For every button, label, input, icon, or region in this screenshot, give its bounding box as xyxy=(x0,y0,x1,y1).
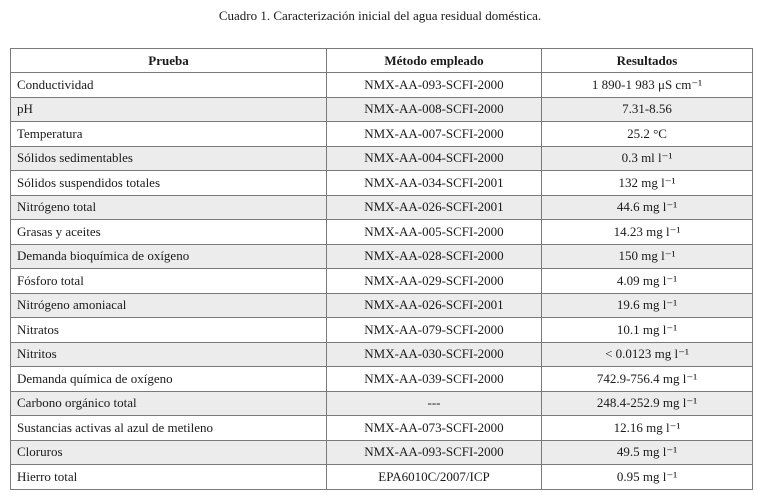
test-cell: Demanda química de oxígeno xyxy=(11,367,327,392)
test-cell: Nitrógeno total xyxy=(11,195,327,220)
table-row xyxy=(11,318,753,343)
method-cell: NMX-AA-004-SCFI-2000 xyxy=(327,146,542,171)
table-row xyxy=(11,269,753,294)
test-cell: Demanda bioquímica de oxígeno xyxy=(11,244,327,269)
result-cell: 14.23 mg l⁻¹ xyxy=(542,220,753,245)
test-cell: Nitratos xyxy=(11,318,327,343)
table-row xyxy=(11,440,753,465)
test-cell: Sólidos sedimentables xyxy=(11,146,327,171)
table-row xyxy=(11,244,753,269)
test-cell: pH xyxy=(11,97,327,122)
result-cell: 7.31-8.56 xyxy=(542,97,753,122)
method-cell: NMX-AA-073-SCFI-2000 xyxy=(327,416,542,441)
result-cell: 25.2 °C xyxy=(542,122,753,147)
table-row xyxy=(11,342,753,367)
result-cell: 12.16 mg l⁻¹ xyxy=(542,416,753,441)
table-row xyxy=(11,171,753,196)
test-cell: Nitrógeno amoniacal xyxy=(11,293,327,318)
method-cell: NMX-AA-026-SCFI-2001 xyxy=(327,195,542,220)
result-cell: 19.6 mg l⁻¹ xyxy=(542,293,753,318)
table-row xyxy=(11,293,753,318)
method-cell: NMX-AA-039-SCFI-2000 xyxy=(327,367,542,392)
method-cell: NMX-AA-030-SCFI-2000 xyxy=(327,342,542,367)
test-cell: Sustancias activas al azul de metileno xyxy=(11,416,327,441)
test-cell: Nitritos xyxy=(11,342,327,367)
method-cell: --- xyxy=(327,391,542,416)
test-cell: Hierro total xyxy=(11,465,327,490)
table-row xyxy=(11,220,753,245)
result-cell: 1 890-1 983 μS cm⁻¹ xyxy=(542,73,753,98)
result-cell: 4.09 mg l⁻¹ xyxy=(542,269,753,294)
method-cell: NMX-AA-079-SCFI-2000 xyxy=(327,318,542,343)
table-row xyxy=(11,146,753,171)
result-cell: < 0.0123 mg l⁻¹ xyxy=(542,342,753,367)
table-header-row xyxy=(11,49,753,73)
characterization-table xyxy=(10,48,753,490)
result-cell: 150 mg l⁻¹ xyxy=(542,244,753,269)
method-cell: NMX-AA-093-SCFI-2000 xyxy=(327,73,542,98)
test-cell: Sólidos suspendidos totales xyxy=(11,171,327,196)
column-header-test: Prueba xyxy=(11,49,327,73)
method-cell: NMX-AA-029-SCFI-2000 xyxy=(327,269,542,294)
method-cell: EPA6010C/2007/ICP xyxy=(327,465,542,490)
test-cell: Temperatura xyxy=(11,122,327,147)
method-cell: NMX-AA-008-SCFI-2000 xyxy=(327,97,542,122)
result-cell: 44.6 mg l⁻¹ xyxy=(542,195,753,220)
result-cell: 248.4-252.9 mg l⁻¹ xyxy=(542,391,753,416)
method-cell: NMX-AA-026-SCFI-2001 xyxy=(327,293,542,318)
table-row xyxy=(11,391,753,416)
result-cell: 10.1 mg l⁻¹ xyxy=(542,318,753,343)
table-row xyxy=(11,195,753,220)
test-cell: Conductividad xyxy=(11,73,327,98)
method-cell: NMX-AA-005-SCFI-2000 xyxy=(327,220,542,245)
result-cell: 742.9-756.4 mg l⁻¹ xyxy=(542,367,753,392)
method-cell: NMX-AA-007-SCFI-2000 xyxy=(327,122,542,147)
result-cell: 132 mg l⁻¹ xyxy=(542,171,753,196)
method-cell: NMX-AA-093-SCFI-2000 xyxy=(327,440,542,465)
table-caption: Cuadro 1. Caracterización inicial del agua residual doméstica. xyxy=(218,8,542,23)
result-cell: 49.5 mg l⁻¹ xyxy=(542,440,753,465)
result-cell: 0.3 ml l⁻¹ xyxy=(542,146,753,171)
test-cell: Carbono orgánico total xyxy=(11,391,327,416)
result-cell: 0.95 mg l⁻¹ xyxy=(542,465,753,490)
test-cell: Cloruros xyxy=(11,440,327,465)
test-cell: Fósforo total xyxy=(11,269,327,294)
test-cell: Grasas y aceites xyxy=(11,220,327,245)
method-cell: NMX-AA-028-SCFI-2000 xyxy=(327,244,542,269)
table-row xyxy=(11,73,753,98)
column-header-method: Método empleado xyxy=(327,49,542,73)
table-row xyxy=(11,367,753,392)
table-row xyxy=(11,97,753,122)
table-row xyxy=(11,416,753,441)
table-row xyxy=(11,122,753,147)
method-cell: NMX-AA-034-SCFI-2001 xyxy=(327,171,542,196)
column-header-results: Resultados xyxy=(542,49,753,73)
table-row xyxy=(11,465,753,490)
